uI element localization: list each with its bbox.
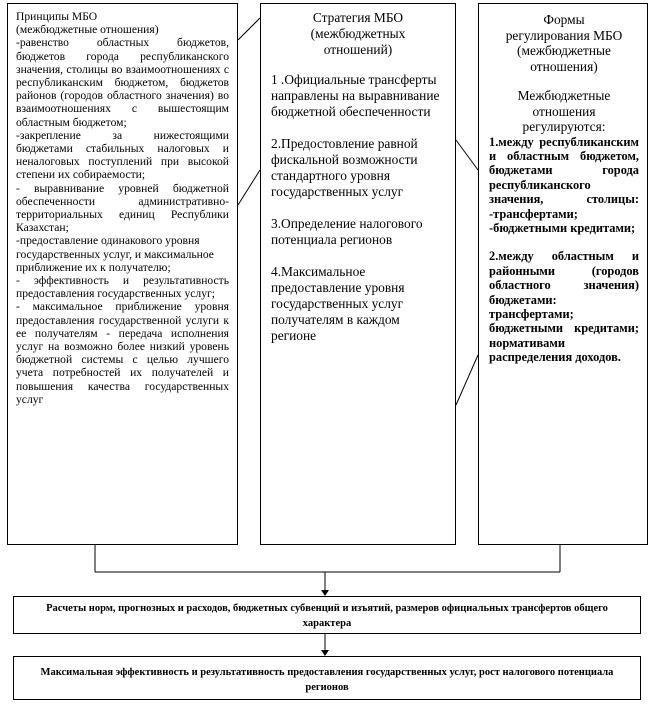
forms-subtitle-line-2: отношения — [532, 103, 596, 119]
calculations-text: Расчеты норм, прогнозных и расходов, бюджетных субвенций и изъятий, размеров официальных трансфертов общего характера — [46, 603, 608, 629]
principle-item: - выравнивание уровней бюджетной обеспеченности административно-территориальных единиц Республики Казахстан; — [16, 181, 229, 235]
forms-item: 2.между областным и районными (городов областного значения) бюджетами: трансфертами; бюджетными кредитами; нормативами распределения доходов. — [489, 249, 639, 365]
outcome-text: Максимальная эффективность и результативность предоставления государственных услуг, рост налогового потенциала регионов — [40, 667, 614, 693]
principle-item: - эффективность и результативность предоставления государственных услуг; — [16, 274, 229, 301]
strategy-title-line-3: отношений) — [323, 42, 393, 57]
forms-title-line-3: (межбюджетные — [517, 43, 611, 58]
principles-title-line-1: Принципы МБО — [16, 10, 98, 23]
principle-item: -предоставление одинакового уровня государственных услуг, и максимальное приближение их к получателю; — [16, 234, 214, 274]
forms-box — [478, 3, 648, 545]
forms-title-line-2: регулирования МБО — [505, 27, 623, 43]
connector-middle-right-bottom — [456, 355, 478, 405]
principle-item: - максимальное приближение уровня предоставления государственной услуги к ее получателям - передача исполнения услуг на возможно более низкий уровень бюджетной системы с целью лучшего учета потребностей их получателей и повышения качества государственных услуг — [16, 300, 229, 406]
forms-subtitle-line-1: Межбюджетные — [517, 88, 611, 103]
principles-title-line-2: (межбюджетные отношения) — [16, 23, 159, 37]
strategy-item: 2.Предостовление равной фискальной возможности стандартного уровня государственных услуг — [271, 136, 418, 199]
strategy-item: 3.Определение налогового потенциала регионов — [271, 216, 423, 247]
strategy-title — [271, 10, 445, 58]
strategy-title-line-1: Стратегия МБО — [312, 10, 404, 25]
forms-title-line-4: отношения) — [530, 58, 598, 74]
forms-title-line-1: Формы — [543, 12, 585, 27]
forms-subtitle-line-3: регулируются: — [522, 119, 606, 134]
principle-item: -закрепление за нижестоящими бюджетами стабильных налоговых и неналоговых поступлений при высокой степени их собираемости; — [16, 128, 229, 182]
principle-item: -равенство областных бюджетов, бюджетов города республиканского значения, столицы во взаимоотношениях с республиканским бюджетом, бюджетов районов (городов областного значения) во взаимоотношениях с вышестоящим областным бюджетом; — [16, 36, 229, 129]
connector-left-middle-top — [238, 18, 260, 40]
forms-item: 1.между республиканским и областным бюджетом, бюджетами города республиканского значения, столицы: -трансфертами; -бюджетными кредитами; — [489, 134, 639, 235]
forms-subtitle — [489, 88, 639, 135]
strategy-title-line-2: (межбюджетных — [310, 26, 406, 41]
principles-box — [7, 3, 238, 545]
strategy-item: 1 .Официальные трансферты направлены на выравнивание бюджетной обеспеченности — [271, 72, 440, 119]
connector-left-middle-bottom — [238, 170, 260, 205]
calculations-box — [13, 596, 641, 634]
forms-title — [489, 12, 639, 74]
strategy-item: 4.Максимальное предоставление уровня государственных услуг получателям в каждом регионе — [271, 264, 405, 343]
outcome-box — [13, 656, 641, 700]
principles-title — [16, 10, 229, 36]
strategy-box — [260, 3, 456, 545]
connector-middle-right-top — [456, 140, 478, 170]
